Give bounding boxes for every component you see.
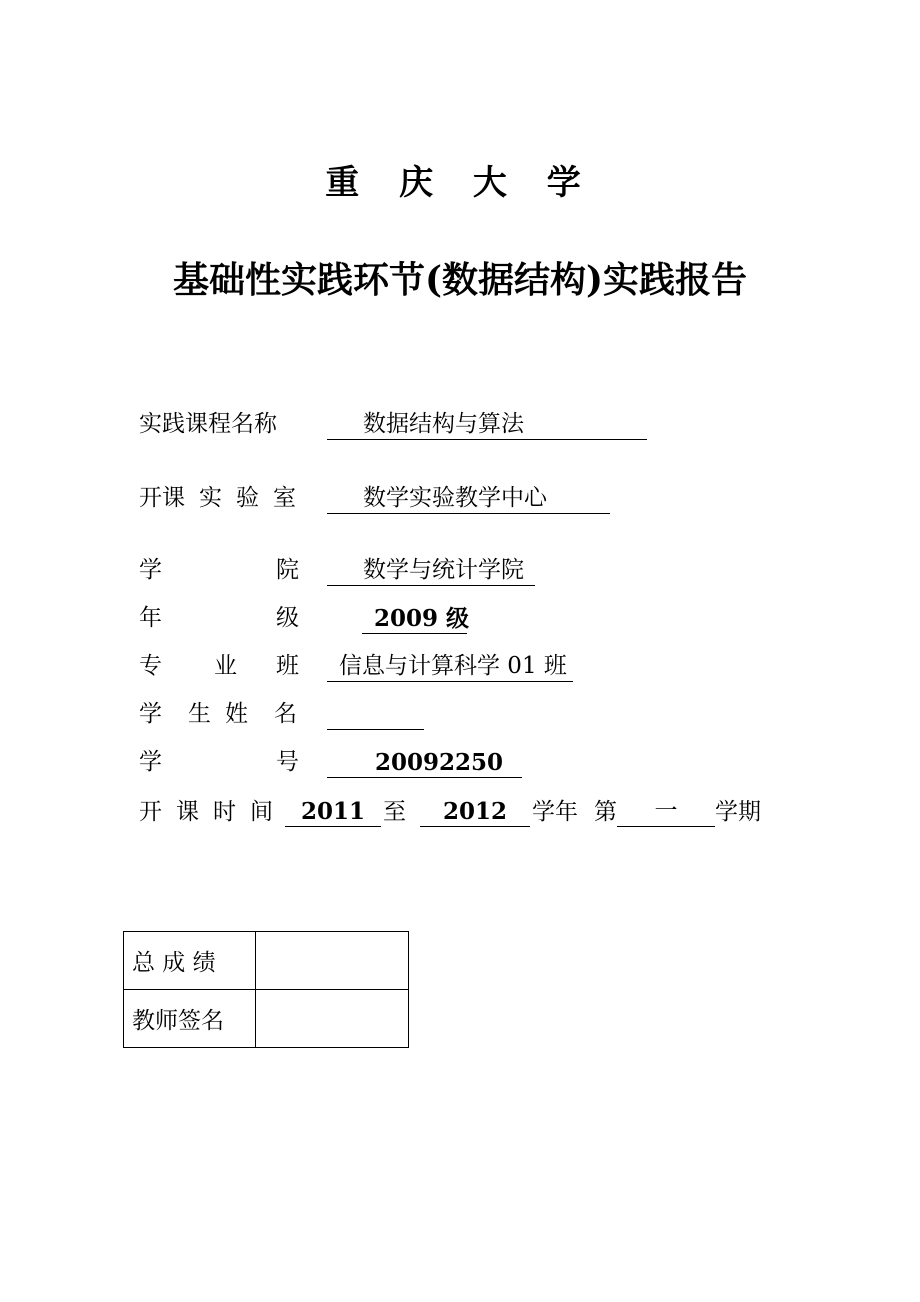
field-label-course: 实践课程名称 bbox=[139, 411, 277, 437]
term-ordinal: 第 bbox=[594, 799, 617, 825]
total-score-cell[interactable] bbox=[256, 932, 409, 990]
term-semester: 一 bbox=[617, 800, 715, 827]
field-label-student-name: 学 生 姓 名 bbox=[139, 701, 297, 727]
report-title: 基础性实践环节(数据结构)实践报告 bbox=[172, 259, 748, 301]
teacher-signature-cell[interactable] bbox=[256, 990, 409, 1048]
field-value-course: 数据结构与算法 bbox=[327, 413, 647, 440]
term-end-year: 2012 bbox=[420, 800, 530, 827]
field-label-college: 学 院 bbox=[139, 557, 299, 583]
term-start-year: 2011 bbox=[285, 800, 381, 827]
field-label-lab: 开课 实 验 室 bbox=[139, 485, 296, 511]
table-row bbox=[124, 932, 409, 990]
teacher-signature-label: 教师签名 bbox=[124, 990, 256, 1048]
term-to: 至 bbox=[383, 799, 406, 825]
term-academic-year: 学年 bbox=[532, 799, 578, 825]
field-label-grade: 年 级 bbox=[139, 605, 299, 631]
score-table bbox=[123, 931, 409, 1048]
field-label-major-class: 专 业 班 bbox=[139, 653, 299, 679]
field-value-college: 数学与统计学院 bbox=[327, 559, 535, 586]
field-value-grade: 2009 级 bbox=[362, 607, 467, 634]
total-score-label: 总 成 绩 bbox=[124, 932, 256, 990]
field-label-student-id: 学 号 bbox=[139, 749, 299, 775]
term-row bbox=[139, 800, 761, 827]
university-name: 重 庆 大 学 bbox=[325, 163, 595, 203]
field-value-student-id: 20092250 bbox=[327, 751, 522, 778]
field-value-major-class: 信息与计算科学 01 班 bbox=[327, 655, 573, 682]
table-row bbox=[124, 990, 409, 1048]
field-value-student-name bbox=[327, 703, 424, 730]
term-label: 开 课 时 间 bbox=[139, 799, 273, 825]
term-semester-suffix: 学期 bbox=[715, 799, 761, 825]
field-value-lab: 数学实验教学中心 bbox=[327, 487, 610, 514]
